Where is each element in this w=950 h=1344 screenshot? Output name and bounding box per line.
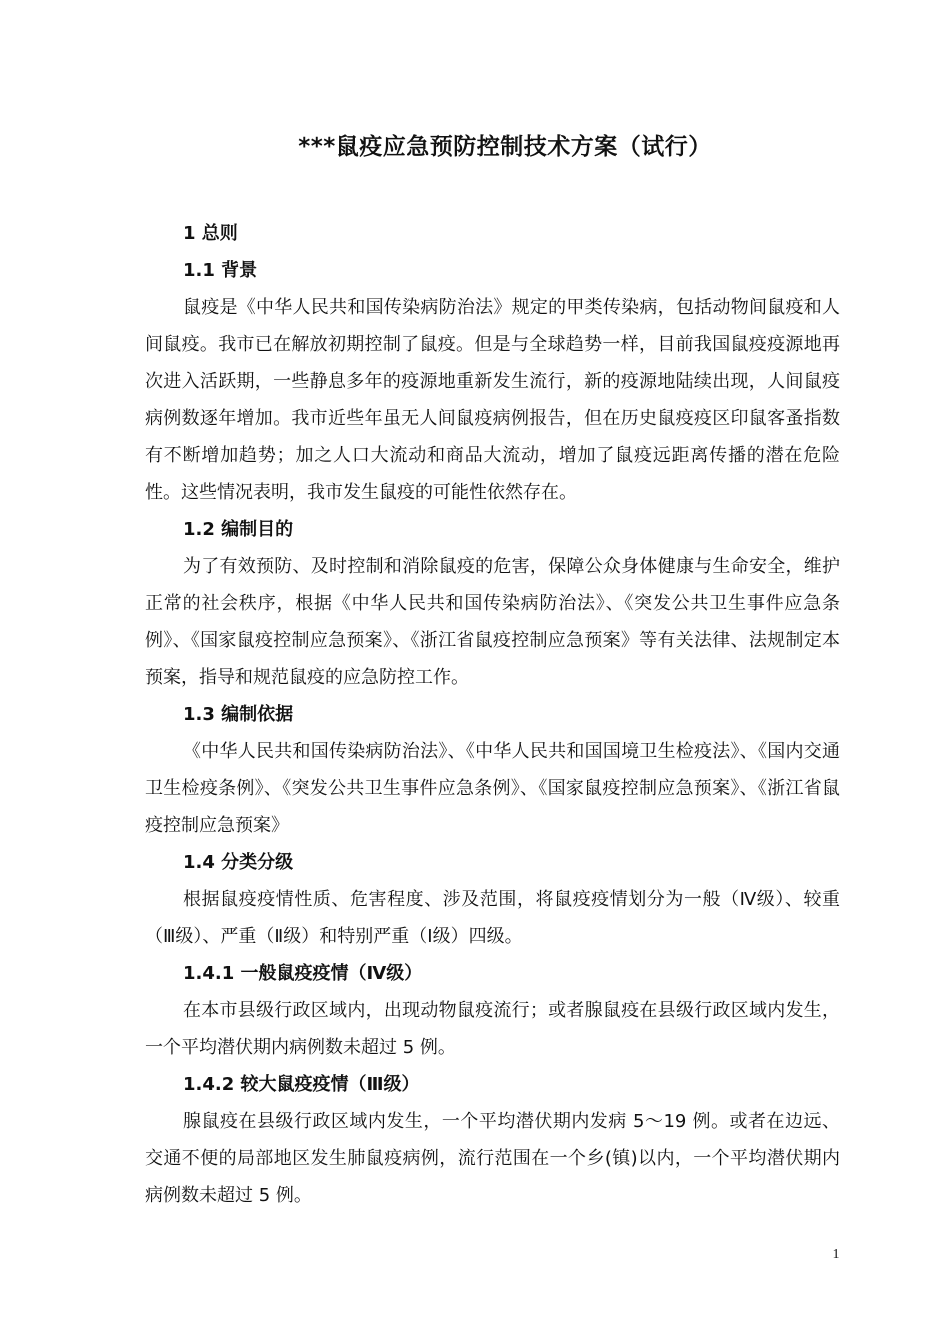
section-heading-1-4-1: 1.4.1 一般鼠疫疫情（Ⅳ级）: [183, 963, 423, 984]
paragraph-basis: 《中华人民共和国传染病防治法》、《中华人民共和国国境卫生检疫法》、《国内交通卫生检疫条例》、《突发公共卫生事件应急条例》、《国家鼠疫控制应急预案》、《浙江省鼠疫控制应急预案》: [145, 741, 840, 836]
paragraph-purpose: 为了有效预防、及时控制和消除鼠疫的危害，保障公众身体健康与生命安全，维护正常的社会秩序，根据《中华人民共和国传染病防治法》、《突发公共卫生事件应急条例》、《国家鼠疫控制应急预案》、《浙江省鼠疫控制应急预案》等有关法律、法规制定本预案，指导和规范鼠疫的应急防控工作。: [145, 556, 840, 688]
section-heading-1-1: 1.1 背景: [183, 260, 258, 281]
section-heading-1: 1 总则: [183, 223, 238, 244]
section-heading-1-4: 1.4 分类分级: [183, 852, 294, 873]
paragraph-background: 鼠疫是《中华人民共和国传染病防治法》规定的甲类传染病，包括动物间鼠疫和人间鼠疫。我市已在解放初期控制了鼠疫。但是与全球趋势一样，目前我国鼠疫疫源地再次进入活跃期，一些静息多年的疫源地重新发生流行，新的疫源地陆续出现，人间鼠疫病例数逐年增加。我市近些年虽无人间鼠疫病例报告，但在历史鼠疫疫区印鼠客蚤指数有不断增加趋势；加之人口大流动和商品大流动，增加了鼠疫远距离传播的潜在危险性。这些情况表明，我市发生鼠疫的可能性依然存在。: [145, 297, 840, 503]
section-heading-1-3: 1.3 编制依据: [183, 704, 294, 725]
document-title: ***鼠疫应急预防控制技术方案（试行）: [298, 134, 712, 160]
page-number: 1: [832, 1247, 840, 1262]
paragraph-classification: 根据鼠疫疫情性质、危害程度、涉及范围，将鼠疫疫情划分为一般（Ⅳ级）、较重（Ⅲ级）、严重（Ⅱ级）和特别严重（Ⅰ级）四级。: [145, 889, 840, 947]
section-heading-1-4-2: 1.4.2 较大鼠疫疫情（Ⅲ级）: [183, 1074, 420, 1095]
paragraph-level-4: 在本市县级行政区域内，出现动物鼠疫流行；或者腺鼠疫在县级行政区域内发生，一个平均潜伏期内病例数未超过 5 例。: [145, 1000, 840, 1058]
document-body: [145, 215, 840, 1214]
paragraph-level-3: 腺鼠疫在县级行政区域内发生，一个平均潜伏期内发病 5～19 例。或者在边远、交通不便的局部地区发生肺鼠疫病例，流行范围在一个乡(镇)以内，一个平均潜伏期内病例数未超过 5 例。: [145, 1111, 840, 1206]
section-heading-1-2: 1.2 编制目的: [183, 519, 294, 540]
